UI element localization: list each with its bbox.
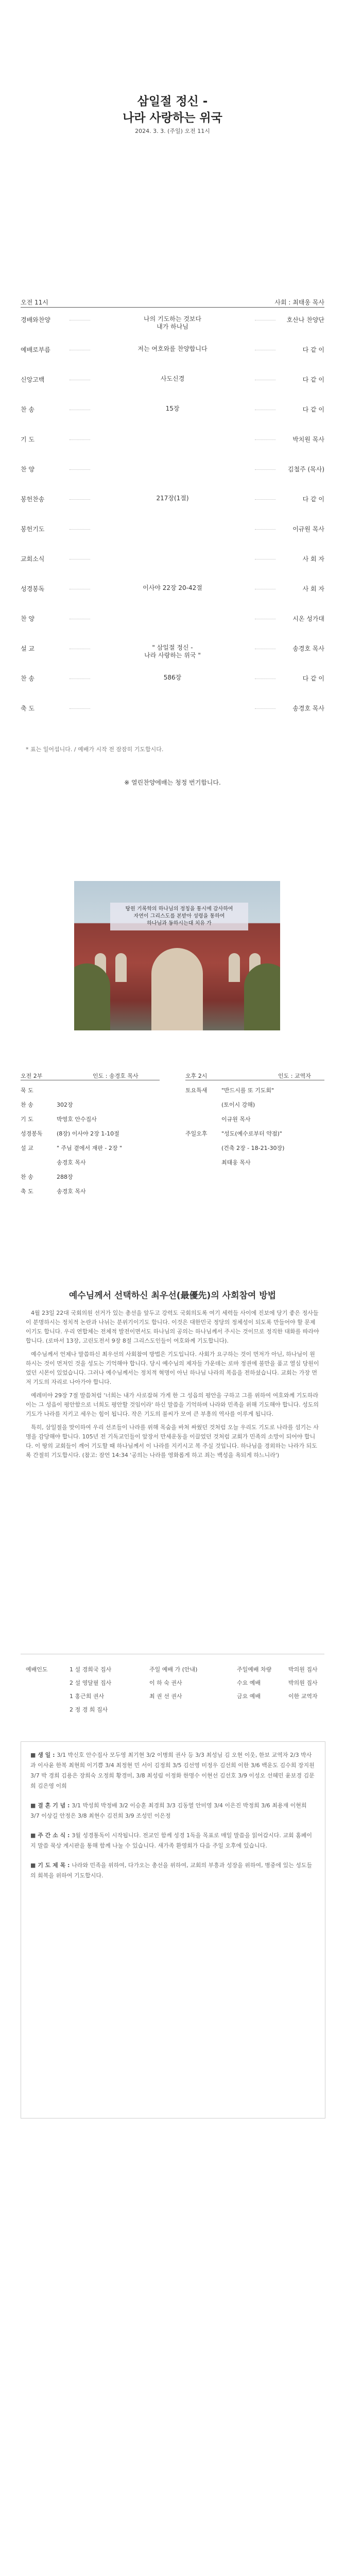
worship-item-label: 성경봉독: [21, 585, 45, 592]
notice-label: ■ 생 일 :: [30, 1752, 57, 1758]
worship-row: [21, 465, 324, 475]
worship-item-leader: 다 같 이: [302, 406, 324, 413]
worship-row: [21, 405, 324, 415]
worship-item-label: 경배와찬양: [21, 316, 50, 324]
order-value: 최태웅 목사: [221, 1159, 251, 1166]
order-value: (건축 2장 - 18-21-30장): [221, 1145, 285, 1151]
worship-item-label: 찬 양: [21, 466, 34, 473]
worship-item-leader: 다 같 이: [302, 376, 324, 383]
worship-item-detail: 586장: [163, 674, 182, 681]
notice-label: ■ 결 혼 기 념 :: [30, 1802, 72, 1809]
church-building-photo: [74, 881, 280, 1030]
notice-text: 나라와 민족을 위하여, 다가오는 총선을 위하여, 교회의 부흥과 성장을 위하여, 병중에 있는 성도들의 회복을 위하여 기도합시다.: [30, 1862, 313, 1879]
order-value: 302장: [57, 1101, 73, 1108]
order-label: 축 도: [21, 1188, 33, 1195]
divider: [21, 307, 324, 308]
notice-label: ■ 주 간 소 식 :: [30, 1832, 72, 1839]
page-title-line1: 삼일절 정신 -: [137, 95, 208, 108]
order-label: 묵 도: [21, 1087, 33, 1094]
order-label: 찬 송: [21, 1174, 33, 1180]
order-label: 찬 송: [21, 1101, 33, 1108]
afternoon-title: 오후 2시: [185, 1073, 208, 1079]
worship-item-leader: 박치원 목사: [292, 436, 324, 443]
order-value: "반드시를 또 기도회": [221, 1087, 274, 1094]
worship-item-leader: 다 같 이: [302, 675, 324, 682]
notice-item: [30, 1860, 316, 1881]
worship-item-detail: 나의 기도하는 것보다 내가 하나님: [144, 315, 201, 330]
notice-text: 3월 성경통독이 시작됩니다. 전교인 함께 성경 1독을 목표로 매일 말씀을 읽어갑시다. 교회 홈페이지 말씀 묵상 게시판을 통해 함께 나눌 수 있습니다. 새가족 환영회가 다음 주일 오후에 있습니다.: [30, 1832, 313, 1849]
dotted-leader: [70, 708, 90, 709]
service-presider: 사회 : 최태웅 목사: [274, 299, 324, 306]
worship-row: [21, 435, 324, 445]
worship-item-label: 설 교: [21, 645, 34, 652]
worship-item-detail: 사도신경: [160, 375, 185, 382]
worship-row: [21, 674, 324, 684]
notice-list: [21, 1742, 325, 1899]
worship-item-leader: 다 같 이: [302, 346, 324, 353]
worship-item-leader: 이규원 목사: [292, 526, 324, 533]
schedule-value: 2 정 경 희 집사: [70, 1706, 108, 1713]
notice-item: [30, 1801, 316, 1821]
schedule-value: 박의원 집사: [288, 1680, 318, 1686]
worship-row: [21, 584, 324, 595]
announcement: ※ 열린찬양에배는 청정 번기합니다.: [124, 779, 221, 786]
worship-row: [21, 524, 324, 535]
order-value: (8장) 이사야 2장 1-10절: [57, 1130, 119, 1137]
worship-item-label: 찬 송: [21, 406, 34, 413]
worship-item-detail: 이사야 22장 20-42절: [143, 584, 202, 591]
worship-item-leader: 호산나 찬양단: [286, 316, 324, 324]
article-body: [26, 1309, 319, 1464]
worship-row: [21, 345, 324, 355]
schedule-value: 이 하 숙 권사: [149, 1680, 182, 1686]
service-date: 2024. 3. 3. (주일) 오전 11시: [135, 128, 210, 134]
worship-item-label: 찬 양: [21, 615, 34, 622]
worship-item-leader: 사 회 자: [302, 585, 324, 592]
order-value: (토이시 강해): [221, 1101, 255, 1108]
order-label: 설 교: [21, 1145, 33, 1151]
worship-item-label: 신앙고백: [21, 376, 45, 383]
notice-item: [30, 1750, 316, 1791]
order-value: 송경호 목사: [57, 1188, 86, 1195]
order-value: 이규원 목사: [221, 1116, 251, 1123]
worship-item-label: 교회소식: [21, 555, 45, 563]
worship-item-leader: 시온 성가대: [292, 615, 324, 622]
duty-schedule: [21, 1665, 324, 1722]
page-title-line2: 나라 사랑하는 위국: [123, 111, 222, 125]
dotted-leader: [70, 469, 90, 470]
morning2-leader: 인도 : 송경호 목사: [93, 1073, 139, 1079]
schedule-label: 수요 예배: [237, 1680, 261, 1686]
schedule-label: 주일예배 차량: [237, 1666, 272, 1673]
article-paragraph: 특히, 삼일절을 맞이하여 우리 선조들이 나라를 위해 목숨을 바쳐 싸웠던 것처럼 오늘 우리도 기도로 나라를 섬기는 사명을 감당해야 합니다. 105년 전 기독교인들이 앞장서 만세운동을 이끌었던 것처럼 교회가 민족의 소망이 되어야 합니다. 이 땅의 교회들이 깨어 기도할 때 하나님께서 이 나라를 지키시고 복 주실 것입니다. 하나님을 경외하는 나라가 되도록 간절히 기도합시다. (참고: 잠언 14:34 '공의는 나라를 영화롭게 하고 죄는 백성을 욕되게 하느니라'): [26, 1424, 319, 1459]
service-time-label: 오전 11시: [21, 299, 48, 306]
worship-item-label: 예배로부름: [21, 346, 50, 353]
schedule-label: 주일 예배 가 (안내): [149, 1666, 198, 1673]
order-label: 성경봉독: [21, 1130, 43, 1137]
worship-item-leader: 송경호 목사: [292, 645, 324, 652]
order-value: 288장: [57, 1174, 73, 1180]
order-value: 송경호 목사: [57, 1159, 86, 1166]
worship-row: [21, 375, 324, 385]
worship-item-leader: 송경호 목사: [292, 705, 324, 712]
schedule-label: 예배인도: [26, 1666, 48, 1673]
worship-item-label: 축 도: [21, 705, 34, 712]
schedule-label: 금요 예배: [237, 1693, 261, 1700]
worship-row: [21, 554, 324, 565]
photo-caption: 탕원 기록학의 하나님의 정칭을 통시에 감사하여 자연이 그리스도를 본받아 성령을 통하여 하나님과 동하시는대 치유 가: [110, 903, 248, 930]
worship-item-leader: 김철주 (목사): [287, 466, 324, 473]
schedule-value: 2 설 영달필 집사: [70, 1680, 112, 1686]
worship-row: [21, 644, 324, 659]
schedule-value: 박의원 집사: [288, 1666, 318, 1673]
worship-item-label: 봉헌기도: [21, 526, 45, 533]
worship-row: [21, 614, 324, 624]
worship-row: [21, 704, 324, 714]
schedule-value: 1 설 경희국 집사: [70, 1666, 112, 1673]
worship-item-label: 기 도: [21, 436, 34, 443]
worship-item-leader: 다 같 이: [302, 496, 324, 503]
schedule-value: 1 홍근희 권사: [70, 1693, 105, 1700]
notice-box: [21, 1741, 325, 2119]
schedule-value: 최 권 선 권사: [149, 1693, 182, 1700]
article-heading: 예수님께서 선택하신 최우선(最優先)의 사회참여 방법: [68, 1291, 277, 1301]
afternoon-leader: 인도 : 교역자: [278, 1073, 311, 1079]
notice-label: ■ 기 도 제 목 :: [30, 1862, 72, 1869]
article-paragraph: 4월 23일 22대 국회의원 선거가 있는 총선을 앞두고 강력도 국회의도록 여기 세력들 사이에 진보에 당기 좋은 정사들이 분명하시는 정치적 논란과 나뉘는 분위기이기도 합니다. 이것은 대한민국 정당의 정체성이 되도록 만들어야 할 문제이기도 합니다. 우리 연합체는 전체적 발전이면서도 하나님의 공의는 하나님께서 주시는 것이므로 정직한 대화를 따라야 합니다. (로마서 13장, 고린도전서 9장 8절 그리스도인들이 여호와께 기도합니다).: [26, 1310, 319, 1344]
dotted-leader: [70, 559, 90, 560]
worship-item-leader: 사 회 자: [302, 555, 324, 563]
order-value: 박영호 안수집사: [57, 1116, 97, 1123]
worship-item-label: 봉헌찬송: [21, 496, 45, 503]
article-paragraph: 예수님께서 언제나 말씀하신 최우선의 사회참여 방법은 기도입니다. 사회가 요구하는 것이 먼저가 아닌, 하나님이 원하시는 것이 먼저인 것을 성도는 기억해야 합니다. 당시 예수님의 제자들 가운데는 로마 정권에 불만을 품고 열심 당원이었던 시몬이 있었습니다. 그러나 예수님께서는 정치적 혁명이 아닌 하나님 나라의 복음을 전하셨습니다. 교회는 가장 먼저 기도의 자리로 나아가야 합니다.: [26, 1351, 319, 1385]
worship-item-label: 찬 송: [21, 675, 34, 682]
order-label: 기 도: [21, 1116, 33, 1123]
worship-item-detail: 217장(1절): [156, 495, 189, 502]
dotted-leader: [70, 529, 90, 530]
order-value: "성도(예수로부터 약점)": [221, 1130, 282, 1137]
article-paragraph: 예레미야 29장 7절 말씀처럼 '너희는 내가 사로잡혀 가게 한 그 성읍의 평안을 구하고 그를 위하여 여호와께 기도하라 이는 그 성읍이 평안함으로 너희도 평안할 것임이라' 하신 말씀을 기억하며 나라와 민족을 위해 기도해야 합니다. 성도의 기도가 나라를 지키고 세우는 힘이 됩니다. 작은 기도의 불씨가 모여 큰 부흥의 역사를 이루게 됩니다.: [26, 1392, 319, 1417]
worship-item-detail: 15장: [165, 405, 180, 412]
worship-item-detail: 저는 여호와를 찬양합니다: [137, 345, 208, 352]
schedule-value: 이한 교역자: [288, 1693, 318, 1700]
order-label: 토요특새: [185, 1087, 208, 1094]
worship-item-detail: " 삼일절 정신 - 나라 사랑하는 위국 ": [144, 644, 201, 659]
order-label: 주일오후: [185, 1130, 208, 1137]
dotted-leader: [70, 439, 90, 440]
order-value: " 주님 곁에서 재판 - 2장 ": [57, 1145, 123, 1151]
worship-row: [21, 495, 324, 505]
notice-text: 3/1 박신호 안수집사 모두영 최기현 3/2 이병희 권사 등 3/3 최성님 김 오현 이웃, 한보 교역자 2/3 박사과 이사윤 한복 최현희 이기쁨 3/4 최정현 민 서이 김정희 3/5 김선영 미정우 김선희 이한 3/6 백운도 김수희 장지원 3/7 박 경희 김용은 장희숙 오정희 황경미, 3/8 최성림 이정화 한명수 이현선 김선호 3/9 이성오 선혜민 윤보경 김문희 김은영 이희: [30, 1752, 315, 1789]
notice-item: [30, 1831, 316, 1851]
notice-text: 3/1 박성희 박정배 3/2 이승훈 최경희 3/3 김동열 안미영 3/4 이은진 박정희 3/6 최용재 이현희 3/7 이상길 안정은 3/8 최현수 김진희 3/9 조성민 이은정: [30, 1802, 307, 1819]
morning2-title: 오전 2부: [21, 1073, 43, 1079]
worship-row: [21, 315, 324, 330]
dotted-leader: [70, 499, 90, 500]
service-note: * 표는 일어섭니다. / 예배가 시작 전 잠잠히 기도합시다.: [26, 746, 164, 753]
